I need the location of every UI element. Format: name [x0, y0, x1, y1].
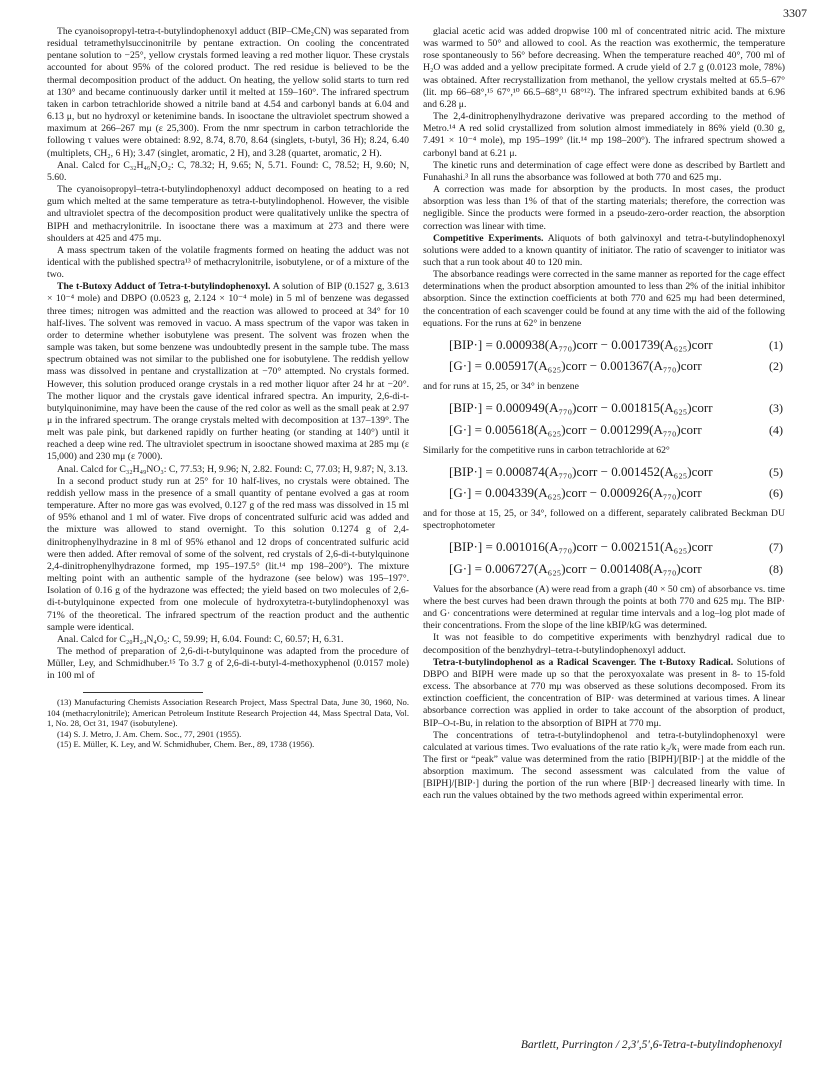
section-body: Aliquots of both galvinoxyl and tetra-t-butylindophenoxyl solutions were added to a known quantity of initiator. The ratio of scavenger to initiator was such that a run took about 40 to 120 min. [423, 232, 785, 268]
paragraph: The cyanoisopropyl-tetra-t-butylindophenoxyl adduct (BIP–CMe₂CN) was separated from residual tetramethylsuccinonitrile by pentane extraction. On cooling the concentrated pentane solution to −25°, yellow crystals formed leaving a red mother liquor. These crystals accounted for about 95% of the colored product. The red residue is believed to be the thermal decomposition product of the adduct. On heating, the yellow solid starts to turn red at 130° and became continuously darker until it melted at 159–160°. The infrared spectrum taken in carbon tetrachloride showed a nitrile band at 4.54 and carbonyl bands at 6.04 and 6.13 μ, but no hydroxyl or ketenimine bands. In isooctane the ultraviolet spectrum showed a maximum at 266–267 mμ (ε 25,300). From the nmr spectrum in carbon tetrachloride the following τ values were obtained: 8.92, 8.74, 8.70, 8.64 (singlets, t-butyl, 36 H); 8.24, 6.40 (multiplets, CH₂, 6 H); 3.47 (singlet, aromatic, 2 H), and 3.28 (quartet, aromatic, 2 H). [47, 26, 409, 159]
equation [449, 541, 785, 553]
equation-intro: Similarly for the competitive runs in carbon tetrachloride at 62° [423, 444, 670, 456]
equation-number: (4) [769, 422, 783, 437]
section-heading: The t-Butoxy Adduct of Tetra-t-butylindophenoxyl. [57, 281, 271, 293]
paragraph: In a second product study run at 25° for 10 half-lives, no crystals were obtained. The reddish yellow mass in the presence of a small quantity of pentane evolved a gas at room temperature. After no more gas was evolved, 0.127 g of the red mass was dissolved in 15 ml of 95% ethanol and 1 ml of water. Five drops of concentrated sulfuric acid was added and the mixture was allowed to stand overnight. To this solution 0.1274 g of 2,4-dinitrophenylhydrazine in 8 ml of 95% ethanol and 12 drops of concentrated sulfuric acid were then added. After removal of some of the solvent, red crystals of 2,6-di-t-butylquinone 2,4-dinitrophenylhydrazone formed, mp 195–197.5° (lit.¹⁴ mp 198–200°). The mixture melting point with an authentic sample of the hydrazone (see below) was 195–197°. Isolation of 0.16 g of the hydrazone was effected; the yield based on two molecules of 2,6-di-t-butylquinone expected from one molecule of hydroxytetra-t-butylindophenoxyl was 71% of the theoretical. The infrared spectrum of the reaction product and the authentic sample were identical. [47, 475, 409, 633]
paragraph: The cyanoisopropyl–tetra-t-butylindophenoxyl adduct decomposed on heating to a red gum which melted at the same temperature as tetra-t-butylindophenol. However, the visible and ultraviolet spectra of the decomposition product were qualitatively unlike the spectra of BIPH and methacrylonitrile. In isooctane there was a maximum at 273 and there were shoulders at 425 and 475 mμ. [47, 184, 409, 244]
equation-number: (3) [769, 401, 783, 416]
equation [449, 560, 785, 576]
paragraph: A correction was made for absorption by the products. In most cases, the product absorption was less than 1% of that of the starting materials; therefore, the correction was negligible. Since the products were formed in a pseudo-zero-order reaction, the absorption correction was linear with time. [423, 184, 785, 232]
equation-number: (8) [769, 561, 783, 576]
paragraph: Anal. Calcd for C₃₂H₄₆N₂O₂: C, 78.32; H, 9.65; N, 5.71. Found: C, 78.52; H, 9.60; N, 5.60. [47, 159, 409, 183]
footnote: (15) E. Müller, K. Ley, and W. Schmidhuber, Chem. Ber., 89, 1738 (1956). [57, 739, 315, 750]
paragraph: The method of preparation of 2,6-di-t-butylquinone was adapted from the procedure of Müller, Ley, and Schmidhuber.¹⁵ To 3.7 g of 2,6-di-t-butyl-4-methoxyphenol (0.0157 mole) in 100 ml of [47, 645, 409, 682]
paragraph: It was not feasible to do competitive experiments with benzhydryl radical due to decomposition of the benzhydryl–tetra-t-butylindophenoxyl adduct. [423, 632, 785, 656]
section-paragraph [47, 281, 409, 463]
equation [449, 336, 785, 352]
equation [449, 487, 785, 499]
footnote-divider [83, 692, 203, 693]
equation-number: (2) [769, 359, 783, 374]
paragraph: glacial acetic acid was added dropwise 100 ml of concentrated nitric acid. The mixture was warmed to 50° and allowed to cool. As the reaction was exothermic, the temperature rose spontaneously to 56° before decreasing. When the temperature reached 40°, 700 ml of H₂O was added and a yellow precipitate formed. A crude yield of 2.7 g (0.0123 mole, 78%) was obtained. After recrystallization from methanol, the yellow crystals melted at 65.5–67° (lit. mp 66–68°,¹⁵ 67°,¹⁰ 66.5–68°,¹¹ 68°¹²). The infrared spectrum exhibited bands at 6.96 and 6.28 μ. [423, 26, 785, 110]
equation-intro: and for those at 15, 25, or 34°, followed on a different, separately calibrated Beckman DU spectrophotometer [423, 508, 785, 532]
equation-body: [G·] = 0.005917(A₆₂₅)corr − 0.001367(A₇₇₀)corr [449, 358, 702, 374]
equation-number: (1) [769, 337, 783, 352]
paragraph: The absorbance readings were corrected in the same manner as reported for the cage effect determinations when the product absorption amounted to less than 2% of the initial inhibitor absorption. Since the extinction coefficients at both 770 and 625 mμ had been determined, the concentration of each scavenger could be found at any time with the aid of the following equations. For the runs at 62° in benzene [423, 269, 785, 329]
equation [449, 360, 785, 372]
equation-body: [G·] = 0.004339(A₆₂₅)corr − 0.000926(A₇₇₀)corr [449, 485, 702, 500]
footnote: (14) S. J. Metro, J. Am. Chem. Soc., 77, 2901 (1955). [57, 728, 242, 739]
section-body: Solutions of DBPO and BIPH were made up so that the peroxyoxalate was present in 8- to 15-fold excess. The absorbance at 770 mμ was observed as these solutions decomposed. From its extinction coefficient, the concentration of BIP· was determined at various times. A linear absorbance correction was applied in order to take account of the absorption of product, BIP–O-t-Bu, in relation to the absorption of BIPH at 770 mμ. [423, 656, 785, 729]
equation-number: (5) [769, 464, 783, 479]
equation-body: [BIP·] = 0.000874(A₇₇₀)corr − 0.001452(A₆₂₅)corr [449, 463, 713, 479]
section-paragraph [423, 233, 785, 269]
footnote: (13) Manufacturing Chemists Association Research Project, Mass Spectral Data, June 30, 1960, No. 104 (methacrylonitrile); American Petroleum Institute Research Projection 44, Mass Spectral Data, Vol. 1, No. 28, Oct 31, 1947 (isobutylene). [47, 697, 409, 729]
paragraph: Values for the absorbance (A) were read from a graph (40 × 50 cm) of absorbance vs. time where the best curves had been drawn through the points at both 770 and 625 mμ. The BIP· and G· concentrations were determined at regular time intervals and a log–log plot made of their concentrations. From the slope of the line kBIP/kG was determined. [423, 583, 785, 632]
equation-body: [G·] = 0.006727(A₆₂₅)corr − 0.001408(A₇₇₀)corr [449, 560, 702, 576]
section-heading: Competitive Experiments. [433, 232, 544, 244]
equation-number: (7) [769, 540, 783, 555]
running-footer: Bartlett, Purrington / 2,3′,5′,6-Tetra-t-butylindophenoxyl [520, 1039, 782, 1051]
equation-body: [BIP·] = 0.000938(A₇₇₀)corr − 0.001739(A₆₂₅)corr [449, 336, 713, 352]
equation [449, 421, 785, 437]
left-column [47, 26, 409, 750]
right-column [423, 26, 785, 803]
section-heading: Tetra-t-butylindophenol as a Radical Scavenger. The t-Butoxy Radical. [433, 656, 734, 668]
equation-intro: and for runs at 15, 25, or 34° in benzene [423, 381, 579, 393]
paragraph: The kinetic runs and determination of cage effect were done as described by Bartlett and Funahashi.³ In all runs the absorbance was followed at both 770 and 625 mμ. [423, 159, 785, 183]
equation [449, 402, 785, 414]
equation-body: [BIP·] = 0.000949(A₇₇₀)corr − 0.001815(A₆₂₅)corr [449, 400, 713, 416]
paragraph: The concentrations of tetra-t-butylindophenol and tetra-t-butylindophenoxyl were calculated at various times. Two evaluations of the rate ratio k₂/k₁ were made from each run. The first or “peak” value was determined from the ratio [BIPH]/[BIP·] at the middle of the absorption maximum. The second assessment was calculated from the value of [BIPH]/[BIP·] during the portion of the run where [BIP·] decreased linearly with time. In each run the values obtained by the two methods agreed within experimental error. [423, 729, 785, 802]
section-body: A solution of BIP (0.1527 g, 3.613 × 10⁻⁴ mole) and DBPO (0.0523 g, 2.124 × 10⁻⁴ mole) in 5 ml of benzene was degassed three times; nitrogen was admitted and the reaction was allowed to proceed at 34° for 10 half-lives. The solvent was removed in vacuo. A mass spectrum of the vapor was taken in order to determine whether isobutylene was present. The solvent was frozen when the sample was taken, but some benzene was undoubtedly present in the sample tube. The mass spectrum obtained was not similar to the published one for isobutylene. The reddish yellow mass was dissolved in pentane and crystallization at −70° attempted. No crystals formed. However, this solution produced orange crystals in a red mother liquor after 24 hr at −20°. The mother liquor and the crystals gave identical infrared spectra. An impurity, 2,6-di-t-butylquinonimine, may have been the cause of the red color as well as the small peak at 2.97 μ in the infrared spectrum. The orange crystals melted with decomposition at 137–139°. The melt was pale pink, but darkened rapidly on further heating (or standing at 140°) until it reached a deep wine red. The ultraviolet spectrum in isooctane showed maxima at 285 mμ (ε 15,000) and 230 mμ (ε 7000). [47, 281, 409, 463]
equation-number: (6) [769, 486, 783, 500]
equation-body: [BIP·] = 0.001016(A₇₇₀)corr − 0.002151(A₆₂₅)corr [449, 539, 713, 555]
paragraph: Anal. Calcd for C₃₂H₄₉NO₃: C, 77.53; H, 9.96; N, 2.82. Found: C, 77.03; H, 9.87; N, 3.13. [57, 463, 408, 475]
equation [449, 463, 785, 479]
paragraph: The 2,4-dinitrophenylhydrazone derivative was prepared according to the method of Metro.¹⁴ A red solid crystallized from solution almost immediately in 86% yield (0.30 g, 7.491 × 10⁻⁴ mole), mp 195–199° (lit.¹⁴ mp 198–200°). The infrared spectrum showed a carbonyl band at 6.21 μ. [423, 111, 785, 159]
paragraph: A mass spectrum taken of the volatile fragments formed on heating the adduct was not identical with the published spectra¹³ of methacrylonitrile, isobutylene, or of a mixture of the two. [47, 244, 409, 281]
section-paragraph [423, 657, 785, 730]
equation-body: [G·] = 0.005618(A₆₂₅)corr − 0.001299(A₇₇₀)corr [449, 421, 702, 437]
paragraph: Anal. Calcd for C₂₀H₂₄N₄O₅: C, 59.99; H, 6.04. Found: C, 60.57; H, 6.31. [57, 633, 344, 645]
page-number: 3307 [783, 6, 807, 20]
